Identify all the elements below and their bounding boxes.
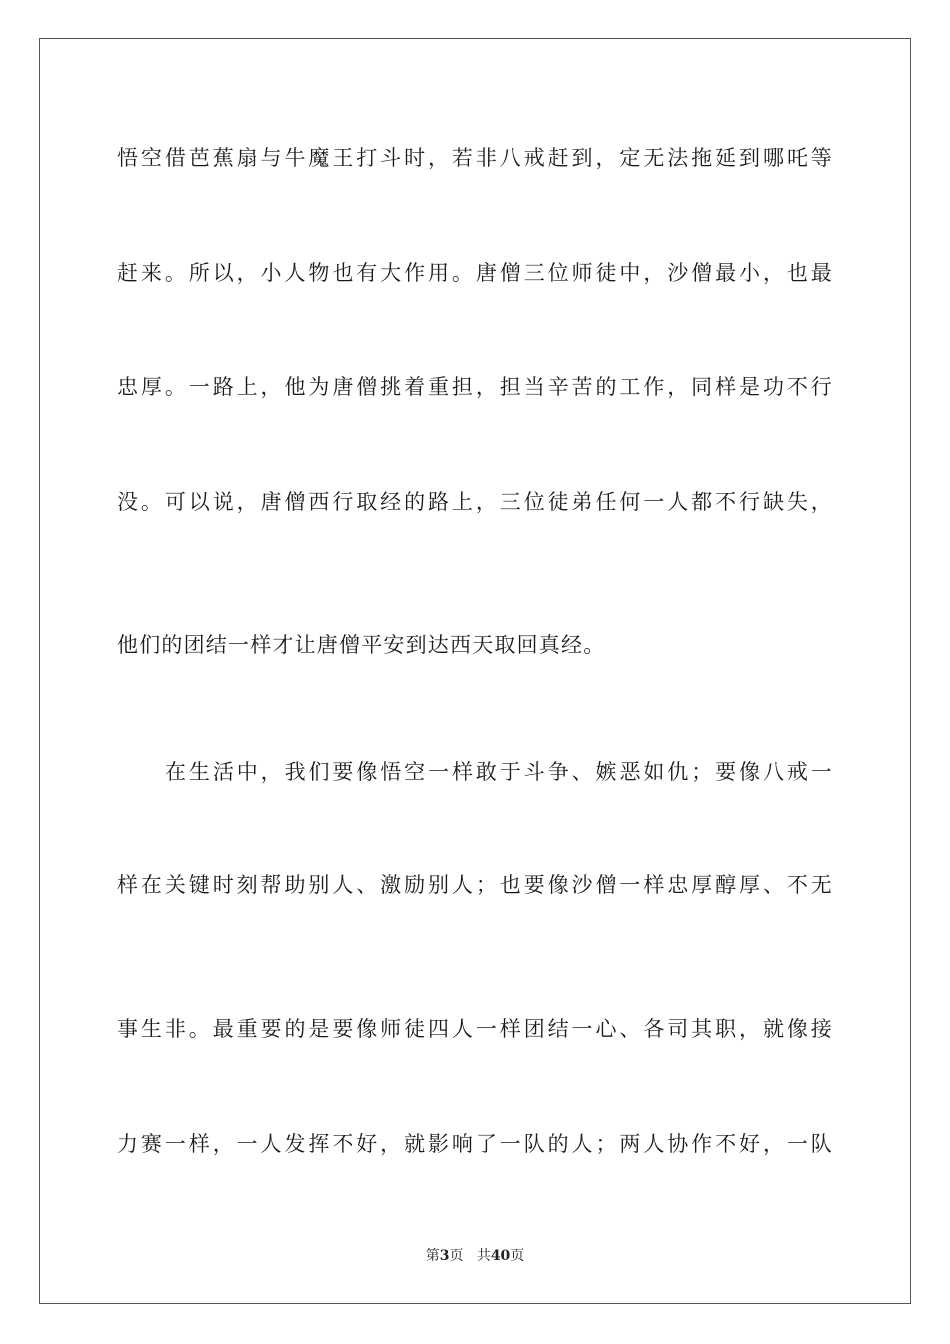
footer-total-pages: 40: [490, 1248, 511, 1264]
text-line-4: 没。可以说，唐僧西行取经的路上，三位徒弟任何一人都不行缺失，: [117, 490, 833, 514]
footer-total-prefix: 共: [476, 1248, 491, 1264]
text-line-3: 忠厚。一路上，他为唐僧挑着重担，担当辛苦的工作，同样是功不行: [117, 375, 833, 399]
footer-page-prefix: 第: [425, 1248, 440, 1264]
page-footer: [0, 1246, 950, 1266]
footer-page-suffix: 页: [449, 1248, 464, 1264]
text-line-9: 力赛一样，一人发挥不好，就影响了一队的人；两人协作不好，一队: [117, 1132, 833, 1156]
text-line-1: 悟空借芭蕉扇与牛魔王打斗时，若非八戒赶到，定无法拖延到哪吒等: [117, 146, 833, 170]
page-border: [39, 38, 911, 1304]
text-line-6: 在生活中，我们要像悟空一样敢于斗争、嫉恶如仇；要像八戒一: [165, 760, 833, 784]
footer-page-number: 3: [439, 1248, 450, 1264]
text-line-7: 样在关键时刻帮助别人、激励别人；也要像沙僧一样忠厚醇厚、不无: [117, 873, 833, 897]
footer-total-suffix: 页: [510, 1248, 525, 1264]
text-line-2: 赶来。所以，小人物也有大作用。唐僧三位师徒中，沙僧最小，也最: [117, 261, 833, 285]
text-line-5: 他们的团结一样才让唐僧平安到达西天取回真经。: [117, 633, 606, 657]
text-line-8: 事生非。最重要的是要像师徒四人一样团结一心、各司其职，就像接: [117, 1017, 833, 1041]
